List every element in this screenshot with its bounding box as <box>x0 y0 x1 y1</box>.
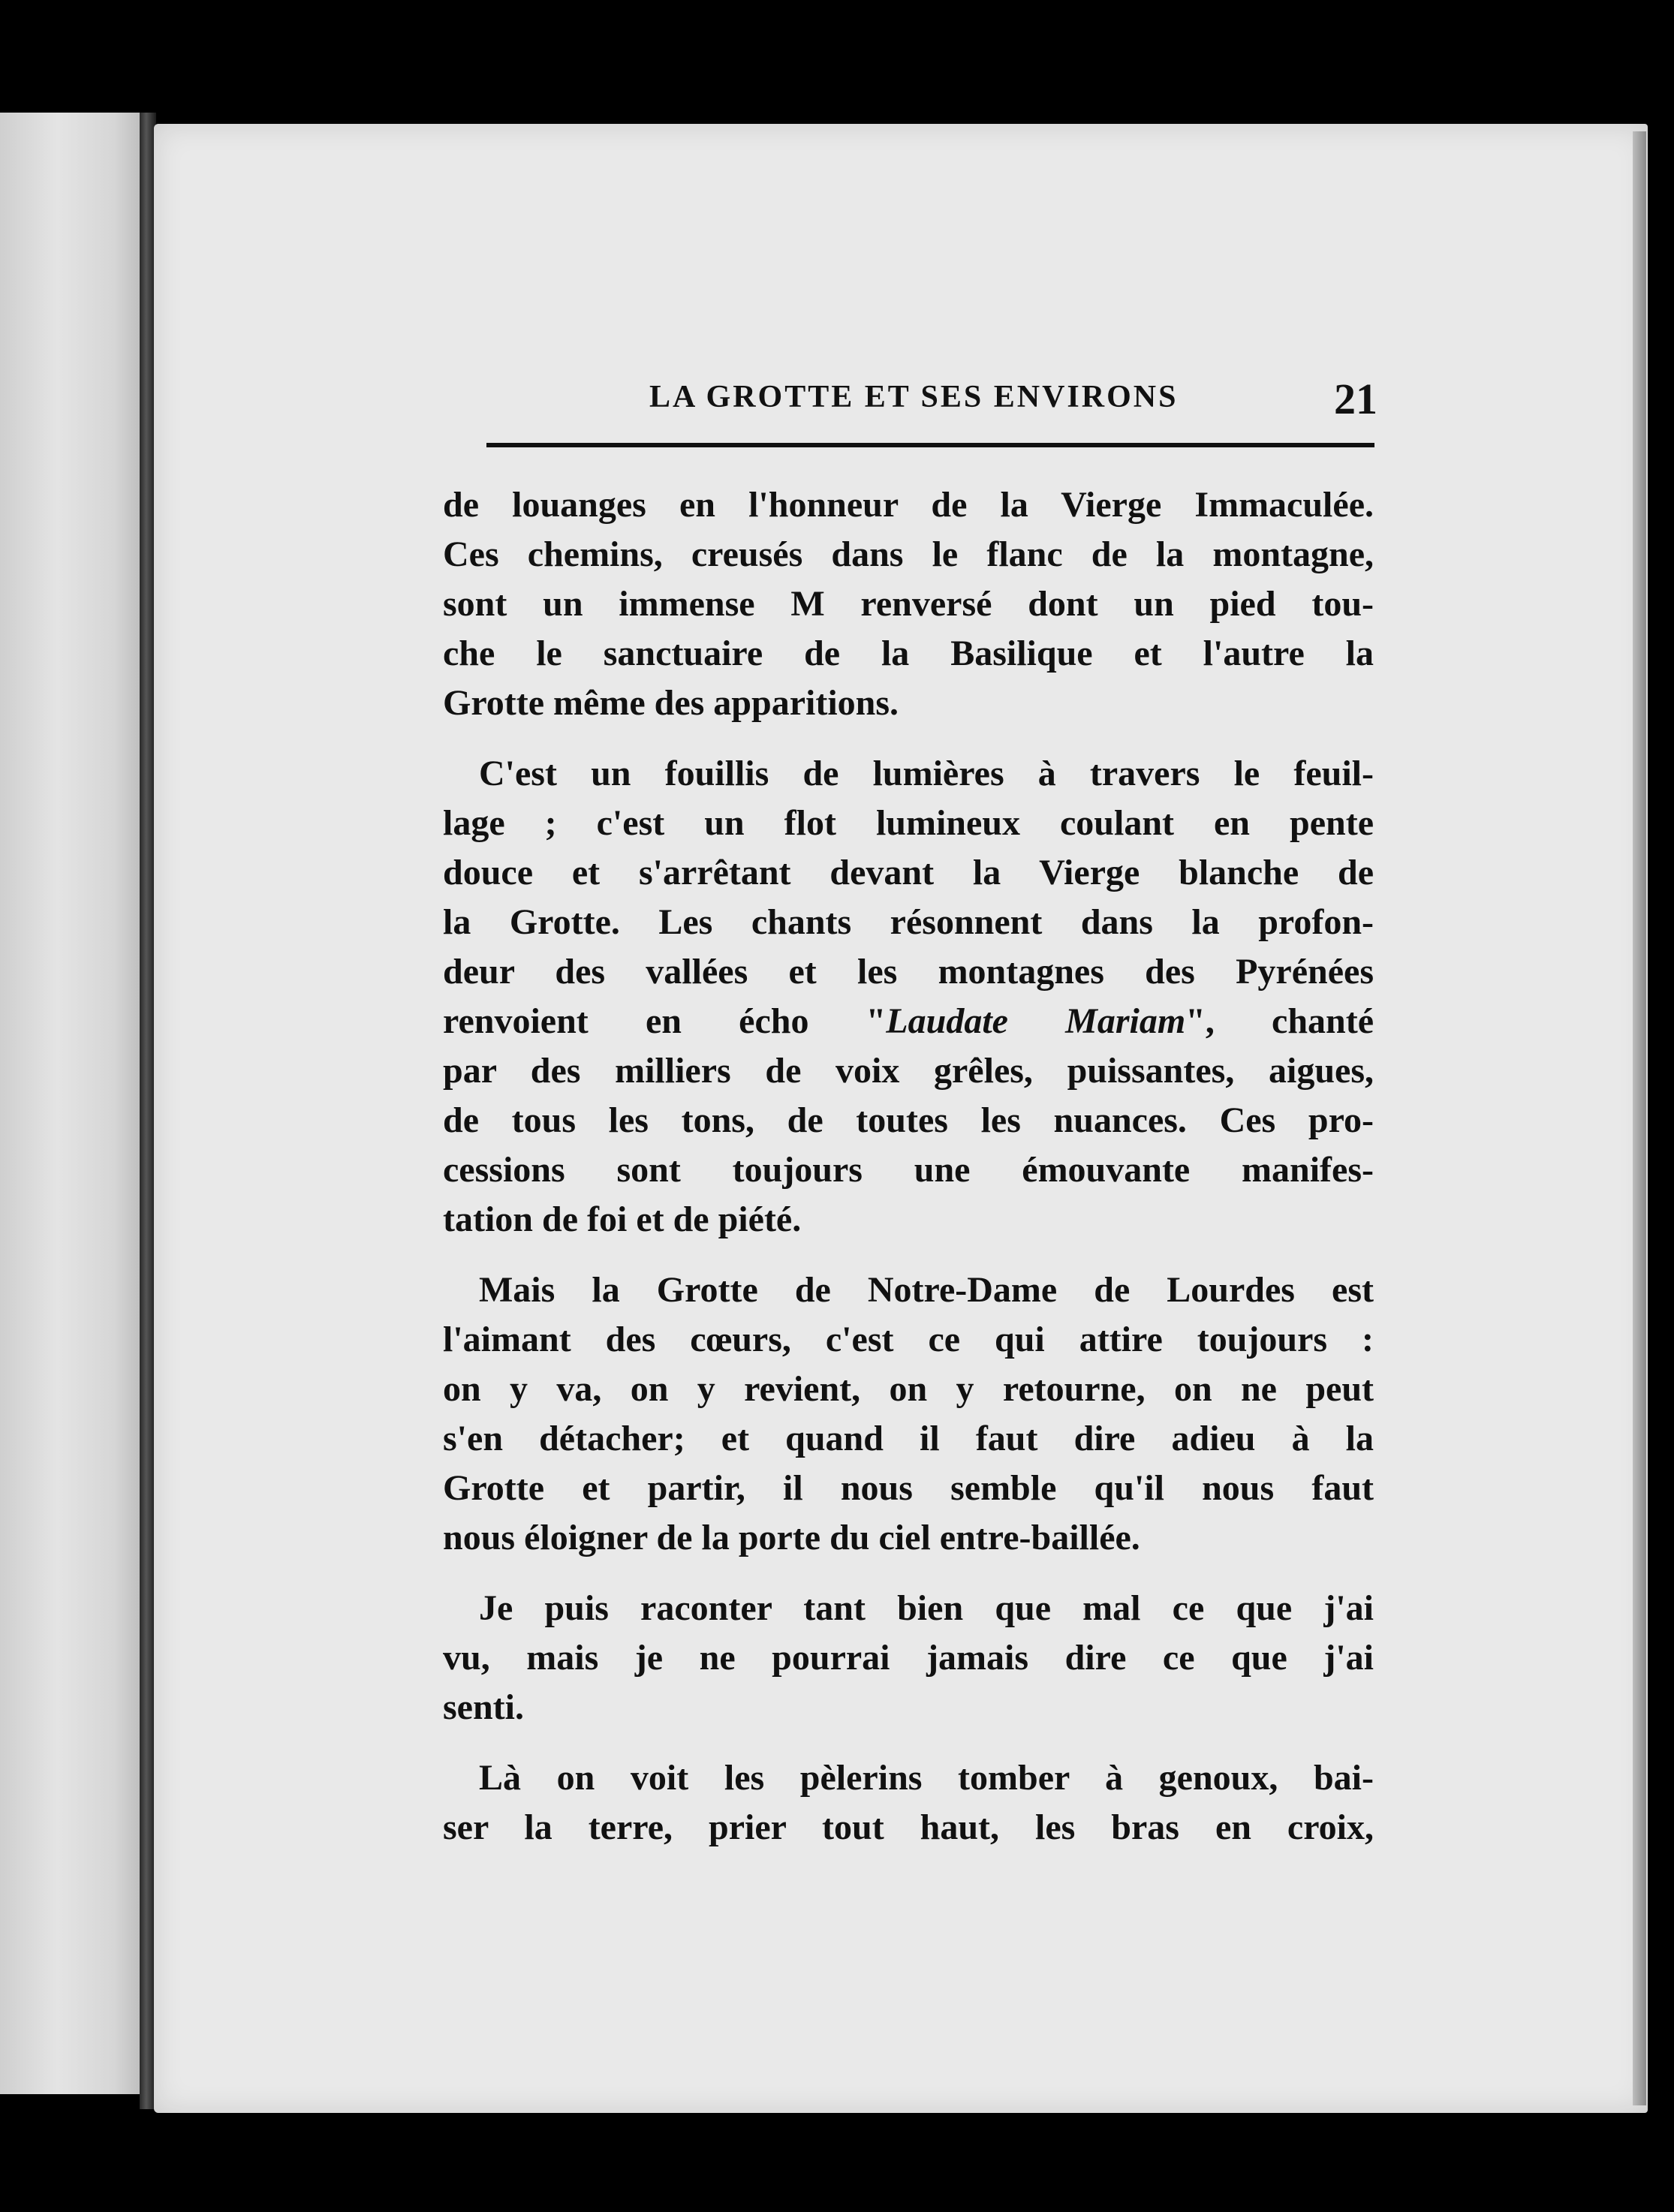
paragraph <box>443 1266 1374 1563</box>
text-line: la Grotte. Les chants résonnent dans la profon- <box>443 902 1374 942</box>
paragraph <box>443 1584 1374 1732</box>
text-line: Grotte et partir, il nous semble qu'il nous faut <box>443 1468 1374 1508</box>
paragraph <box>443 749 1374 1244</box>
text-line: sont un immense M renversé dont un pied tou- <box>443 584 1374 624</box>
text-line: de louanges en l'honneur de la Vierge Immaculée. <box>443 485 1374 525</box>
text-line: de tous les tons, de toutes les nuances. Ces pro- <box>443 1100 1374 1140</box>
text-line: ser la terre, prier tout haut, les bras en croix, <box>443 1807 1374 1847</box>
quote-mark: " <box>1185 1001 1206 1041</box>
text-line: deur des vallées et les montagnes des Pyrénées <box>443 952 1374 992</box>
text-line: nous éloigner de la porte du ciel entre-baillée. <box>443 1518 1140 1557</box>
text-line: tation de foi et de piété. <box>443 1199 802 1239</box>
text-line: Mais la Grotte de Notre-Dame de Lourdes est <box>479 1270 1374 1310</box>
text-line: douce et s'arrêtant devant la Vierge blanche de <box>443 853 1374 892</box>
running-title: LA GROTTE ET SES ENVIRONS <box>649 380 1179 414</box>
paragraph <box>443 480 1374 728</box>
text-line: s'en détacher; et quand il faut dire adieu à la <box>443 1419 1374 1458</box>
text-line: vu, mais je ne pourrai jamais dire ce que j'ai <box>443 1638 1374 1678</box>
page-fore-edge <box>1633 131 1646 2105</box>
text-line: par des milliers de voix grêles, puissantes, aigues, <box>443 1051 1374 1091</box>
text-line: Je puis raconter tant bien que mal ce que j'ai <box>479 1588 1374 1628</box>
text-fragment: , chanté <box>1205 1001 1374 1041</box>
text-line: Grotte même des apparitions. <box>443 683 899 723</box>
text-line: lage ; c'est un flot lumineux coulant en pente <box>443 803 1374 843</box>
paragraph <box>443 1753 1374 1852</box>
page-number: 21 <box>1334 375 1377 423</box>
text-line: Là on voit les pèlerins tomber à genoux, bai- <box>479 1758 1374 1798</box>
body-text <box>443 480 1374 1873</box>
text-fragment: renvoient en écho <box>443 1001 866 1041</box>
text-line: C'est un fouillis de lumières à travers le feuil- <box>479 754 1374 793</box>
quote-mark: " <box>866 1001 887 1041</box>
text-line: senti. <box>443 1687 524 1727</box>
facing-page-edge <box>0 113 143 2094</box>
text-line: che le sanctuaire de la Basilique et l'autre la <box>443 634 1374 673</box>
text-line: Ces chemins, creusés dans le flanc de la montagne, <box>443 534 1374 574</box>
text-line: on y va, on y revient, on y retourne, on ne peut <box>443 1369 1374 1409</box>
text-line-with-quote <box>443 997 1374 1046</box>
text-line: cessions sont toujours une émouvante manifes- <box>443 1150 1374 1190</box>
latin-quotation: Laudate Mariam <box>886 1001 1186 1041</box>
header-rule <box>486 443 1374 447</box>
text-line: l'aimant des cœurs, c'est ce qui attire toujours : <box>443 1320 1374 1359</box>
